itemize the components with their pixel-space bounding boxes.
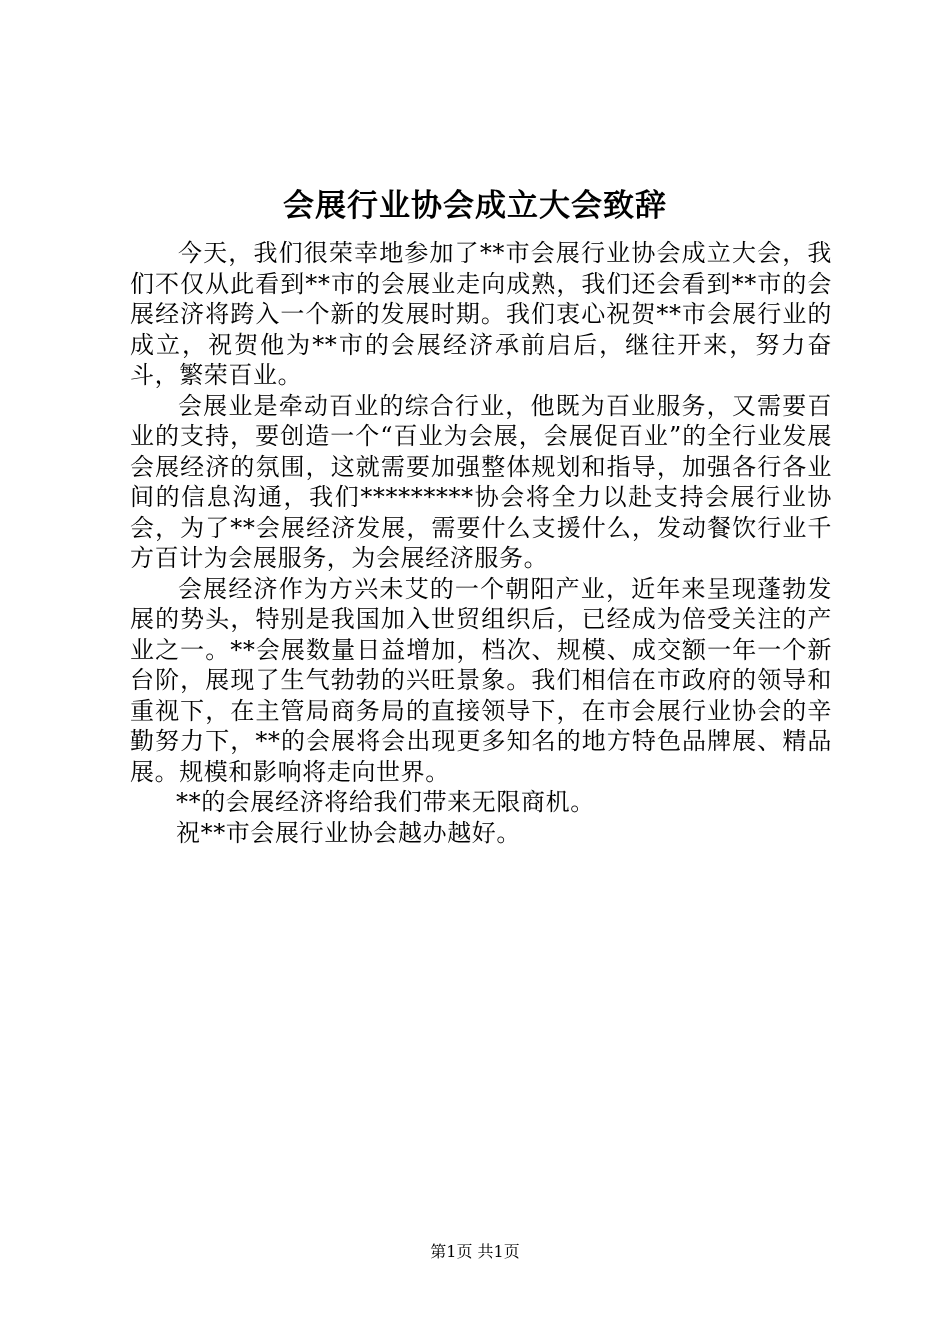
paragraph-4: **的会展经济将给我们带来无限商机。	[176, 788, 595, 816]
paragraph-5: 祝**市会展行业协会越办越好。	[176, 818, 521, 847]
page-footer: 第1页 共1页	[430, 1242, 520, 1261]
paragraph-2: 会展业是牵动百业的综合行业，他既为百业服务，又需要百业的支持，要创造一个“百业为会展，会展促百业”的全行业发展会展经济的氛围，这就需要加强整体规划和指导，加强各行各业间的信息沟通，我们*********协会将全力以赴支持会展行业协会，为了**会展经济发展，需要什么支援什么，发动餐饮行业千方百计为会展服务，为会展经济服务。	[130, 391, 832, 572]
paragraph-1: 今天，我们很荣幸地参加了**市会展行业协会成立大会，我们不仅从此看到**市的会展业走向成熟，我们还会看到**市的会展经济将跨入一个新的发展时期。我们衷心祝贺**市会展行业的成立，祝贺他为**市的会展经济承前启后，继往开来，努力奋斗，繁荣百业。	[130, 239, 832, 389]
document-body	[130, 238, 832, 848]
paragraph-3: 会展经济作为方兴未艾的一个朝阳产业，近年来呈现蓬勃发展的势头，特别是我国加入世贸组织后，已经成为倍受关注的产业之一。**会展数量日益增加，档次、规模、成交额一年一个新台阶，展现了生气勃勃的兴旺景象。我们相信在市政府的领导和重视下，在主管局商务局的直接领导下，在市会展行业协会的辛勤努力下，**的会展将会出现更多知名的地方特色品牌展、精品展。规模和影响将走向世界。	[130, 574, 832, 786]
document-title: 会展行业协会成立大会致辞	[283, 188, 667, 224]
